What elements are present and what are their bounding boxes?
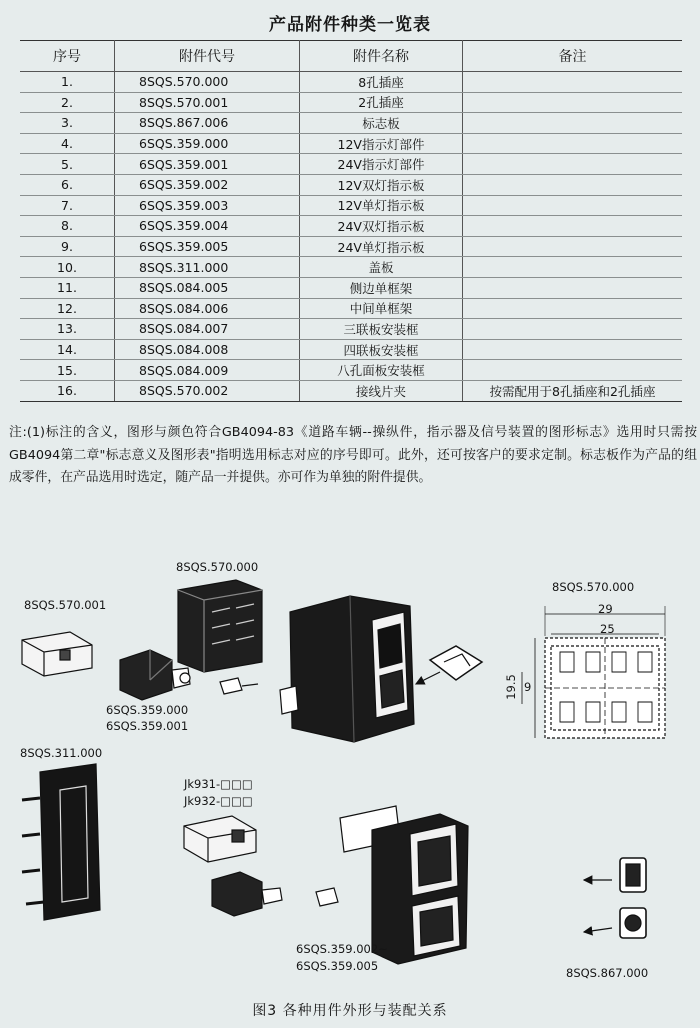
row-index: 10. [20, 257, 115, 278]
row-index: 3. [20, 113, 115, 134]
jk932-label: Jk932-□□□ [184, 794, 253, 808]
row-code: 6SQS.359.001 [115, 154, 300, 175]
row-index: 9. [20, 236, 115, 257]
row-code: 6SQS.359.000 [115, 133, 300, 154]
sign-plates-right-drawing [584, 858, 646, 938]
dimension-19-5-label: 19.5 [503, 674, 518, 700]
lamp-code-label-2: 6SQS.359.001 [106, 719, 189, 733]
header-note: 备注 [463, 41, 683, 72]
indicator-code-label-2: 6SQS.359.005 [296, 959, 379, 973]
row-name: 标志板 [300, 113, 463, 134]
row-code: 8SQS.084.006 [115, 298, 300, 319]
dimension-29-label: 29 [598, 602, 613, 616]
row-name: 八孔面板安装框 [300, 360, 463, 381]
header-index: 序号 [20, 41, 115, 72]
row-name: 24V指示灯部件 [300, 154, 463, 175]
two-hole-socket-drawing [22, 632, 92, 676]
lamp-component-2-drawing [212, 872, 338, 916]
row-code: 8SQS.084.008 [115, 339, 300, 360]
row-code: 8SQS.084.009 [115, 360, 300, 381]
row-code: 8SQS.084.005 [115, 277, 300, 298]
row-name: 12V双灯指示板 [300, 174, 463, 195]
lamp-code-label-1: 6SQS.359.000 [106, 703, 189, 717]
page-title: 产品附件种类一览表 [269, 15, 431, 35]
row-code: 6SQS.359.002 [115, 174, 300, 195]
row-code: 8SQS.084.007 [115, 319, 300, 340]
row-index: 12. [20, 298, 115, 319]
indicator-code-label-1: 6SQS.359.002~ [296, 942, 388, 956]
header-name: 附件名称 [300, 41, 463, 72]
socket8-label: 8SQS.570.000 [176, 560, 259, 574]
jk931-label: Jk931-□□□ [184, 777, 253, 791]
row-index: 6. [20, 174, 115, 195]
row-index: 15. [20, 360, 115, 381]
row-index: 16. [20, 380, 115, 401]
row-index: 4. [20, 133, 115, 154]
row-index: 7. [20, 195, 115, 216]
jk-socket-drawing [184, 816, 256, 862]
row-index: 13. [20, 319, 115, 340]
socket2-label: 8SQS.570.001 [24, 598, 107, 612]
row-code: 8SQS.311.000 [115, 257, 300, 278]
dimension-25-label: 25 [600, 622, 615, 636]
row-index: 5. [20, 154, 115, 175]
row-name: 8孔插座 [300, 72, 463, 93]
row-code: 8SQS.570.000 [115, 72, 300, 93]
row-code: 8SQS.570.002 [115, 380, 300, 401]
sign-plate-drawing [416, 646, 482, 684]
row-name: 中间单框架 [300, 298, 463, 319]
row-code: 8SQS.570.001 [115, 92, 300, 113]
row-index: 8. [20, 216, 115, 237]
row-name: 24V单灯指示板 [300, 236, 463, 257]
switch-body-drawing [280, 596, 414, 742]
note-paragraph: 注:(1)标注的含义，图形与颜色符合GB4094-83《道路车辆--操纵件，指示器及信号装置的图形标志》选用时只需按GB4094第二章"标志意义及图形表"指明选用标志对应的序号即可。此外，还可按客户的要求定制。标志板作为产品的组成零件，在产品选用时选定，随产品一并提供。亦可作为单独的附件提供。 [9, 425, 697, 485]
row-name: 四联板安装框 [300, 339, 463, 360]
row-name: 12V指示灯部件 [300, 133, 463, 154]
dimension-9-label: 9 [524, 680, 532, 694]
row-name: 2孔插座 [300, 92, 463, 113]
figure-caption: 图3 各种用件外形与装配关系 [252, 1003, 448, 1019]
eight-hole-socket-drawing [178, 580, 262, 672]
row-name: 24V双灯指示板 [300, 216, 463, 237]
row-index: 14. [20, 339, 115, 360]
row-index: 2. [20, 92, 115, 113]
indicator-frame-drawing [340, 806, 468, 964]
row-code: 6SQS.359.003 [115, 195, 300, 216]
row-name: 三联板安装框 [300, 319, 463, 340]
cover-plate-drawing [22, 764, 100, 920]
row-name: 盖板 [300, 257, 463, 278]
row-note: 按需配用于8孔插座和2孔插座 [463, 380, 683, 401]
row-name: 12V单灯指示板 [300, 195, 463, 216]
row-code: 8SQS.867.006 [115, 113, 300, 134]
row-index: 11. [20, 277, 115, 298]
row-code: 6SQS.359.004 [115, 216, 300, 237]
row-index: 1. [20, 72, 115, 93]
sign-plate-label: 8SQS.867.000 [566, 966, 649, 980]
row-name: 侧边单框架 [300, 277, 463, 298]
dimension-drawing [522, 606, 665, 738]
dimension-title-label: 8SQS.570.000 [552, 580, 635, 594]
header-code: 附件代号 [115, 41, 300, 72]
cover-label: 8SQS.311.000 [20, 746, 103, 760]
row-code: 6SQS.359.005 [115, 236, 300, 257]
row-name: 接线片夹 [300, 380, 463, 401]
